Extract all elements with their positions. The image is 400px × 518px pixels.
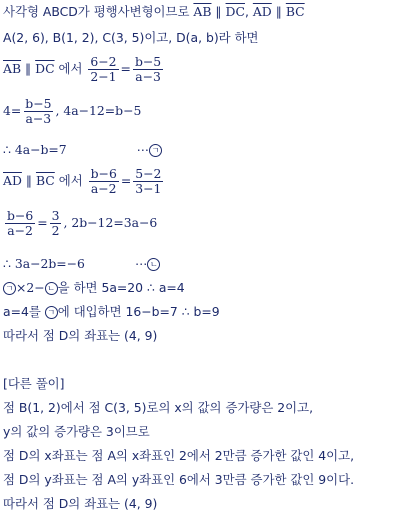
line-10 xyxy=(3,304,220,320)
text: 4= xyxy=(3,103,22,118)
text: A(2, 6), B(1, 2), C(3, 5)이고, D(a, b)라 하면 xyxy=(3,30,259,45)
text: ×2− xyxy=(16,280,45,295)
denominator: a−3 xyxy=(25,111,52,126)
equals: = xyxy=(120,173,132,188)
text: 점 D의 x좌표는 점 A의 x좌표인 2에서 2만큼 증가한 값인 4이고, xyxy=(3,448,355,463)
equals: = xyxy=(37,215,48,230)
parallel-symbol: ∥ xyxy=(271,4,286,19)
line-7 xyxy=(3,208,157,238)
numerator: b−6 xyxy=(90,166,117,181)
line-17 xyxy=(3,496,157,512)
line-16 xyxy=(3,472,354,488)
segment-bc: $\overline{BC}$ xyxy=(285,4,305,19)
text: 따라서 점 D의 좌표는 (4, 9) xyxy=(3,496,158,511)
line-14 xyxy=(3,424,150,440)
segment-ad: $\overline{AD}$ xyxy=(252,4,272,19)
text: 에서 xyxy=(54,61,87,76)
circled-label-2: ㄴ xyxy=(147,258,160,271)
fraction-2 xyxy=(133,55,163,84)
circled-label-1: ㄱ xyxy=(45,306,58,319)
alt-solution-heading: [다른 풀이] xyxy=(3,376,65,391)
line-1 xyxy=(3,4,305,20)
text: y의 값의 증가량은 3이므로 xyxy=(3,424,150,439)
line-9 xyxy=(3,280,185,296)
numerator: b−6 xyxy=(7,208,34,223)
text: a=4를 xyxy=(3,304,45,319)
denominator: a−3 xyxy=(135,69,161,84)
line-5 xyxy=(3,142,162,158)
denominator: a−2 xyxy=(7,223,33,238)
line-3 xyxy=(3,54,165,84)
line-11 xyxy=(3,328,157,344)
line-6 xyxy=(3,166,165,196)
segment-ad: $\overline{AD}$ xyxy=(3,173,22,188)
numerator: 3 xyxy=(51,208,60,223)
text: ∴ 3a−2b=−6 xyxy=(3,256,85,271)
fraction-4 xyxy=(89,167,119,196)
denominator: 3−1 xyxy=(135,181,162,196)
fraction-3 xyxy=(23,97,53,126)
denominator: a−2 xyxy=(90,181,117,196)
line-8 xyxy=(3,256,160,272)
fraction-7 xyxy=(50,209,62,238)
segment-ab: $\overline{AB}$ xyxy=(193,4,212,19)
circled-label-1: ㄱ xyxy=(149,144,162,157)
segment-dc: $\overline{DC}$ xyxy=(225,4,245,19)
tag-dots: ⋯ xyxy=(134,256,148,271)
segment-bc: $\overline{BC}$ xyxy=(35,173,55,188)
fraction-6 xyxy=(5,209,35,238)
equals: = xyxy=(120,61,131,76)
text: 점 B(1, 2)에서 점 C(3, 5)로의 x의 값의 증가량은 2이고, xyxy=(3,400,314,415)
fraction-1 xyxy=(88,55,118,84)
denominator: 2 xyxy=(51,223,60,238)
text: 에 대입하면 16−b=7 ∴ b=9 xyxy=(57,304,220,319)
text: , 4a−12=b−5 xyxy=(55,103,142,118)
parallel-symbol: ∥ xyxy=(21,61,36,76)
parallel-symbol: ∥ xyxy=(21,173,36,188)
text: 을 하면 5a=20 ∴ a=4 xyxy=(57,280,185,295)
numerator: b−5 xyxy=(134,54,162,69)
text: 따라서 점 D의 좌표는 (4, 9) xyxy=(3,328,158,343)
text: 점 D의 y좌표는 점 A의 y좌표인 6에서 3만큼 증가한 값인 9이다. xyxy=(3,472,355,487)
line-4 xyxy=(3,96,141,126)
comma: , xyxy=(244,4,253,19)
numerator: b−5 xyxy=(25,96,52,111)
circled-label-1: ㄱ xyxy=(3,282,16,295)
text: 에서 xyxy=(54,173,87,188)
line-15 xyxy=(3,448,354,464)
numerator: 5−2 xyxy=(135,166,162,181)
text: 사각형 ABCD가 평행사변형이므로 xyxy=(3,4,194,19)
parallel-symbol: ∥ xyxy=(211,4,226,19)
numerator: 6−2 xyxy=(90,54,117,69)
circled-label-2: ㄴ xyxy=(45,282,58,295)
text: , 2b−12=3a−6 xyxy=(63,215,158,230)
line-2 xyxy=(3,30,259,46)
tag-dots: ⋯ xyxy=(136,142,150,157)
fraction-5 xyxy=(133,167,163,196)
segment-ab: $\overline{AB}$ xyxy=(3,61,22,76)
segment-dc: $\overline{DC}$ xyxy=(35,61,55,76)
text: ∴ 4a−b=7 xyxy=(3,142,67,157)
line-12-heading xyxy=(3,376,64,392)
line-13 xyxy=(3,400,313,416)
denominator: 2−1 xyxy=(90,69,117,84)
